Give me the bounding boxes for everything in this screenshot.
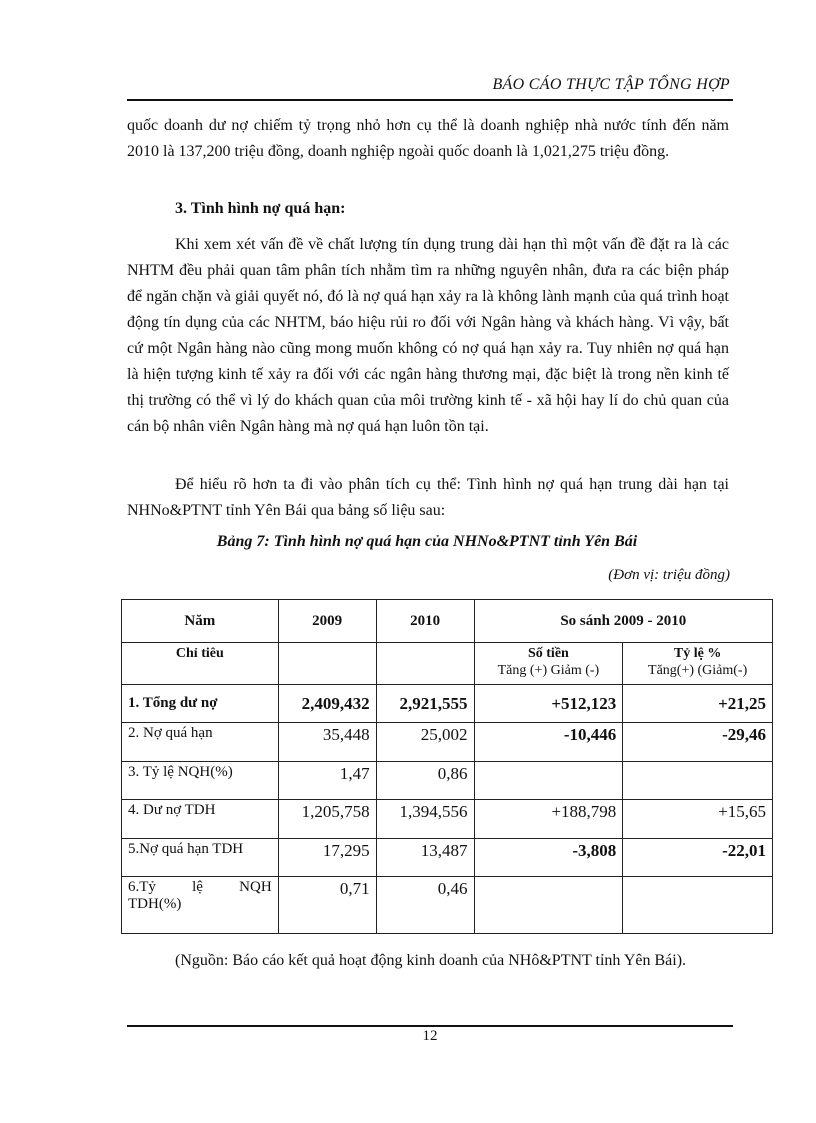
header-percent-line2: Tăng(+) (Giảm(-)	[648, 663, 748, 678]
header-year: Năm	[122, 600, 279, 643]
table-row	[122, 723, 773, 762]
cell-percent: +15,65	[623, 800, 773, 839]
header-2009: 2009	[278, 600, 376, 643]
cell-amount: +188,798	[474, 800, 623, 839]
cell-2010: 0,46	[376, 877, 474, 934]
paragraph-overdue-debt: Khi xem xét vấn đề về chất lượng tín dụng trung dài hạn thì một vấn đề đặt ra là các NHTM đều phải quan tâm phân tích nhằm tìm ra những nguyên nhân, đưa ra các biện pháp để ngăn chặn và giải quyết nó, đó là nợ quá hạn xảy ra là không lành mạnh của quá trình hoạt động tín dụng của các NHTM, báo hiệu rủi ro đối với Ngân hàng và khách hàng. Vì vậy, bất cứ một Ngân hàng nào cũng mong muốn không có nợ quá hạn xảy ra. Tuy nhiên nợ quá hạn là hiện tượng kinh tế xảy ra đối với các ngân hàng thương mại, đặc biệt là trong nền kinh tế thị trường có thể vì lý do khách quan của môi trường kinh tế - xã hội hay lí do chủ quan của cán bộ nhân viên Ngân hàng mà nợ quá hạn luôn tồn tại.	[127, 236, 729, 435]
row-label-line1: 6.Tỷ lệ NQH	[128, 879, 272, 895]
cell-percent	[623, 762, 773, 800]
cell-amount: +512,123	[474, 685, 623, 723]
table-row	[122, 685, 773, 723]
cell-2009: 17,295	[278, 839, 376, 877]
table-row	[122, 800, 773, 839]
cell-amount: -3,808	[474, 839, 623, 877]
subheader-empty-2010	[376, 643, 474, 685]
cell-amount	[474, 877, 623, 934]
row-label: 1. Tổng dư nợ	[122, 685, 279, 723]
table-header-row	[122, 600, 773, 643]
table-source-note: (Nguồn: Báo cáo kết quả hoạt động kinh doanh của NHô&PTNT tỉnh Yên Bái).	[175, 952, 687, 969]
header-compare: So sánh 2009 - 2010	[474, 600, 772, 643]
section-heading: 3. Tình hình nợ quá hạn:	[175, 200, 346, 217]
footer-divider	[127, 1025, 733, 1027]
cell-2010: 25,002	[376, 723, 474, 762]
paragraph-intro: quốc doanh dư nợ chiếm tỷ trọng nhỏ hơn cụ thể là doanh nghiệp nhà nước tính đến năm 2010 là 137,200 triệu đồng, doanh nghiệp ngoài quốc doanh là 1,021,275 triệu đồng.	[127, 117, 729, 160]
header-amount-line2: Tăng (+) Giảm (-)	[497, 663, 600, 678]
table-row	[122, 762, 773, 800]
cell-2010: 2,921,555	[376, 685, 474, 723]
cell-2009: 1,205,758	[278, 800, 376, 839]
overdue-debt-table	[121, 599, 773, 934]
cell-amount: -10,446	[474, 723, 623, 762]
paragraph-table-intro: Để hiểu rõ hơn ta đi vào phân tích cụ thể: Tình hình nợ quá hạn trung dài hạn tại NHNo&PTNT tỉnh Yên Bái qua bảng số liệu sau:	[127, 476, 729, 519]
cell-percent: -29,46	[623, 723, 773, 762]
cell-2009: 1,47	[278, 762, 376, 800]
report-header-title: BÁO CÁO THỰC TẬP TỔNG HỢP	[492, 76, 730, 93]
cell-2010: 13,487	[376, 839, 474, 877]
cell-percent: -22,01	[623, 839, 773, 877]
cell-amount	[474, 762, 623, 800]
cell-percent	[623, 877, 773, 934]
header-amount-line1: Số tiền	[527, 646, 569, 661]
row-label-line2: TDH(%)	[128, 896, 182, 912]
header-indicator: Chỉ tiêu	[122, 643, 279, 685]
header-divider	[127, 99, 733, 101]
subheader-empty-2009	[278, 643, 376, 685]
cell-2010: 0,86	[376, 762, 474, 800]
row-label: 3. Tỷ lệ NQH(%)	[122, 762, 279, 800]
cell-2010: 1,394,556	[376, 800, 474, 839]
header-amount	[474, 643, 623, 685]
cell-2009: 35,448	[278, 723, 376, 762]
table-row	[122, 839, 773, 877]
row-label: 2. Nợ quá hạn	[122, 723, 279, 762]
cell-percent: +21,25	[623, 685, 773, 723]
table-row	[122, 877, 773, 934]
table-caption: Bảng 7: Tình hình nợ quá hạn của NHNo&PTNT tỉnh Yên Bái	[216, 533, 638, 550]
cell-2009: 2,409,432	[278, 685, 376, 723]
table-subheader-row	[122, 643, 773, 685]
row-label: 4. Dư nợ TDH	[122, 800, 279, 839]
header-percent	[623, 643, 773, 685]
row-label: 5.Nợ quá hạn TDH	[122, 839, 279, 877]
header-percent-line1: Tỷ lệ %	[673, 646, 722, 661]
page-number: 12	[422, 1028, 438, 1044]
cell-2009: 0,71	[278, 877, 376, 934]
row-label	[122, 877, 279, 934]
table-unit-note: (Đơn vị: triệu đồng)	[608, 567, 730, 583]
header-2010: 2010	[376, 600, 474, 643]
